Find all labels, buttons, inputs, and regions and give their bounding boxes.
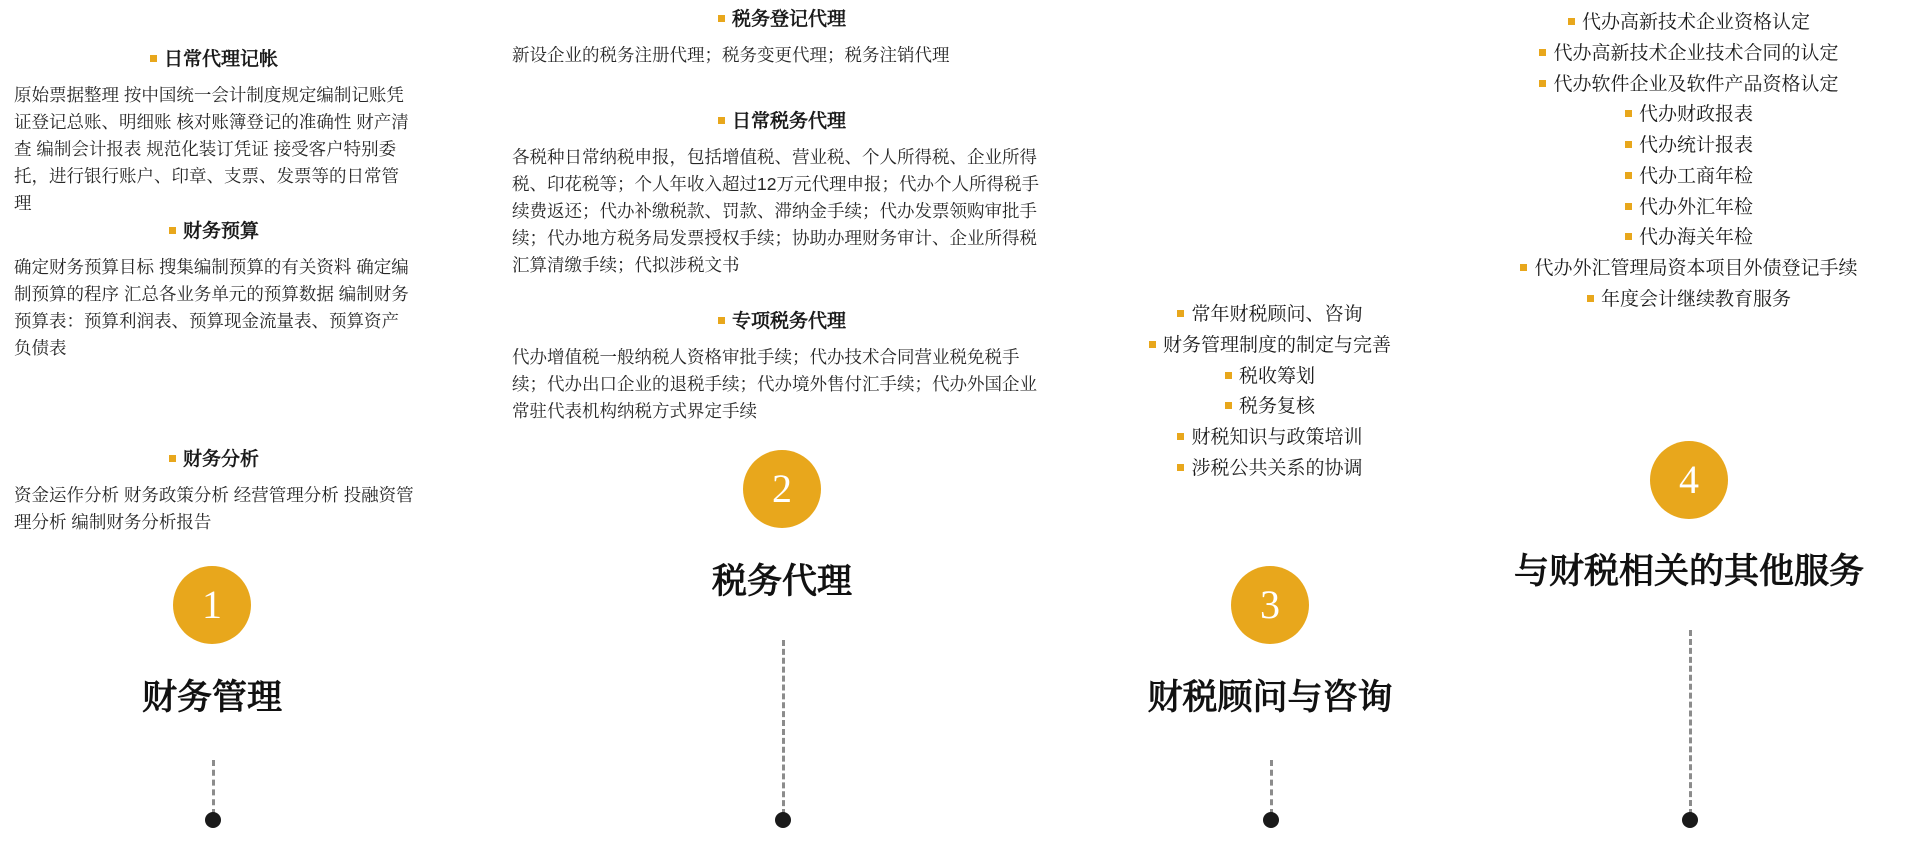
list-item-label: 常年财税顾问、咨询 [1191,304,1363,325]
bullet-icon [718,317,725,324]
connector-line-3 [1270,760,1273,815]
list-item [1450,8,1928,39]
connector-dot-3 [1263,812,1279,828]
list-item-label: 代办统计报表 [1638,135,1753,157]
connector-dot-2 [775,812,791,828]
bullet-icon [1625,172,1632,179]
block-body: 资金运作分析 财务政策分析 经营管理分析 投融资管理分析 编制财务分析报告 [14,484,414,532]
list-tax-consulting [1090,300,1450,485]
block-title-text: 日常代理记帐 [163,49,278,70]
block-body: 确定财务预算目标 搜集编制预算的有关资料 确定编制预算的程序 汇总各业务单元的预算数据 编制财务预算表：预算利润表、预算现金流量表、预算资产负债表 [14,256,409,359]
bullet-icon [1625,141,1632,148]
bullet-icon [1177,464,1184,471]
block-title-text: 财务分析 [182,449,259,470]
list-item-label: 财务管理制度的制定与完善 [1162,334,1391,356]
bullet-icon [1568,18,1575,25]
list-item [1450,285,1928,316]
connector-line-1 [212,760,215,815]
step-number-text: 3 [1260,582,1280,627]
list-item-label: 年度会计继续教育服务 [1600,288,1791,310]
list-item-label: 代办软件企业及软件产品资格认定 [1553,73,1839,95]
bullet-icon [1625,110,1632,117]
block-financial-analysis [14,448,414,536]
step-number-1 [173,566,251,644]
bullet-icon [1149,341,1156,348]
block-title [14,48,414,73]
list-item [1090,300,1450,331]
block-title [14,220,414,245]
block-body: 原始票据整理 按中国统一会计制度规定编制记账凭证登记总账、明细账 核对账簿登记的准确性 财产清查 编制会计报表 规范化装订凭证 接受客户特别委托，进行银行账户、印章、支票、发票等的日常管理 [14,84,409,214]
bullet-icon [169,227,176,234]
step-number-4 [1650,441,1728,519]
step-label-3: 财税顾问与咨询 [1147,678,1393,717]
step-number-text: 2 [772,466,792,511]
list-item [1090,454,1450,485]
bullet-icon [1520,264,1527,271]
list-item [1450,70,1928,101]
bullet-icon [1177,433,1184,440]
step-label-1: 财务管理 [141,678,282,717]
list-other-services [1450,8,1928,316]
bullet-icon [1539,49,1546,56]
block-title-text: 日常税务代理 [731,111,846,132]
list-item-label: 代办财政报表 [1638,104,1753,126]
bullet-icon [169,455,176,462]
list-item-label: 代办高新技术企业技术合同的认定 [1553,42,1839,64]
list-item [1450,162,1928,193]
bullet-icon [1625,203,1632,210]
block-title-text: 专项税务代理 [731,311,846,332]
list-item [1450,193,1928,224]
list-item [1450,254,1928,285]
list-item [1090,392,1450,423]
list-item-label: 税务复核 [1238,396,1315,418]
bullet-icon [718,117,725,124]
step-label-4: 与财税相关的其他服务 [1513,552,1864,591]
column-other-services [1450,0,1928,841]
bullet-icon [1177,310,1184,317]
connector-line-2 [782,640,785,815]
list-item [1450,100,1928,131]
block-title-text: 财务预算 [182,221,259,242]
block-tax-registration [512,8,1052,69]
block-special-tax-agency [512,310,1052,425]
bullet-icon [1225,372,1232,379]
column-tax-agency [470,0,1090,841]
list-item [1090,423,1450,454]
step-label-2: 税务代理 [711,562,852,601]
list-item-label: 代办工商年检 [1638,165,1753,187]
bullet-icon [1587,295,1594,302]
list-item [1450,39,1928,70]
step-number-2 [743,450,821,528]
list-item-label: 财税知识与政策培训 [1191,427,1363,449]
block-body: 代办增值税一般纳税人资格审批手续；代办技术合同营业税免税手续；代办出口企业的退税手续；代办境外售付汇手续；代办外国企业常驻代表机构纳税方式界定手续 [512,346,1037,421]
block-body: 新设企业的税务注册代理；税务变更代理；税务注销代理 [512,44,950,65]
block-title [14,448,414,473]
block-title [512,8,1052,33]
list-item-label: 代办高新技术企业资格认定 [1581,12,1810,33]
bullet-icon [1225,402,1232,409]
bullet-icon [1539,80,1546,87]
step-number-3 [1231,566,1309,644]
bullet-icon [718,15,725,22]
block-title-text: 税务登记代理 [731,9,846,30]
connector-dot-4 [1682,812,1698,828]
list-item [1090,331,1450,362]
bullet-icon [150,55,157,62]
block-daily-tax-agency [512,110,1052,279]
column-tax-consulting [1090,0,1450,841]
list-item [1090,362,1450,393]
block-daily-bookkeeping [14,48,414,217]
list-item-label: 代办外汇年检 [1638,196,1753,218]
list-item-label: 代办海关年检 [1638,227,1753,249]
list-item-label: 税收筹划 [1238,365,1315,387]
list-item-label: 涉税公共关系的协调 [1191,457,1363,479]
step-number-text: 1 [202,582,222,627]
block-body: 各税种日常纳税申报，包括增值税、营业税、个人所得税、企业所得税、印花税等；个人年收入超过12万元代理申报；代办个人所得税手续费返还；代办补缴税款、罚款、滞纳金手续；代办发票领购审批手续；代办地方税务局发票授权手续；协助办理财务审计、企业所得税汇算清缴手续；代拟涉税文书 [512,146,1039,276]
connector-dot-1 [205,812,221,828]
list-item-label: 代办外汇管理局资本项目外债登记手续 [1534,258,1858,280]
block-financial-budget [14,220,414,362]
block-title [512,310,1052,335]
block-title [512,110,1052,135]
list-item [1450,223,1928,254]
step-number-text: 4 [1679,457,1699,502]
column-financial-management [0,0,470,841]
bullet-icon [1625,233,1632,240]
list-item [1450,131,1928,162]
connector-line-4 [1689,630,1692,815]
